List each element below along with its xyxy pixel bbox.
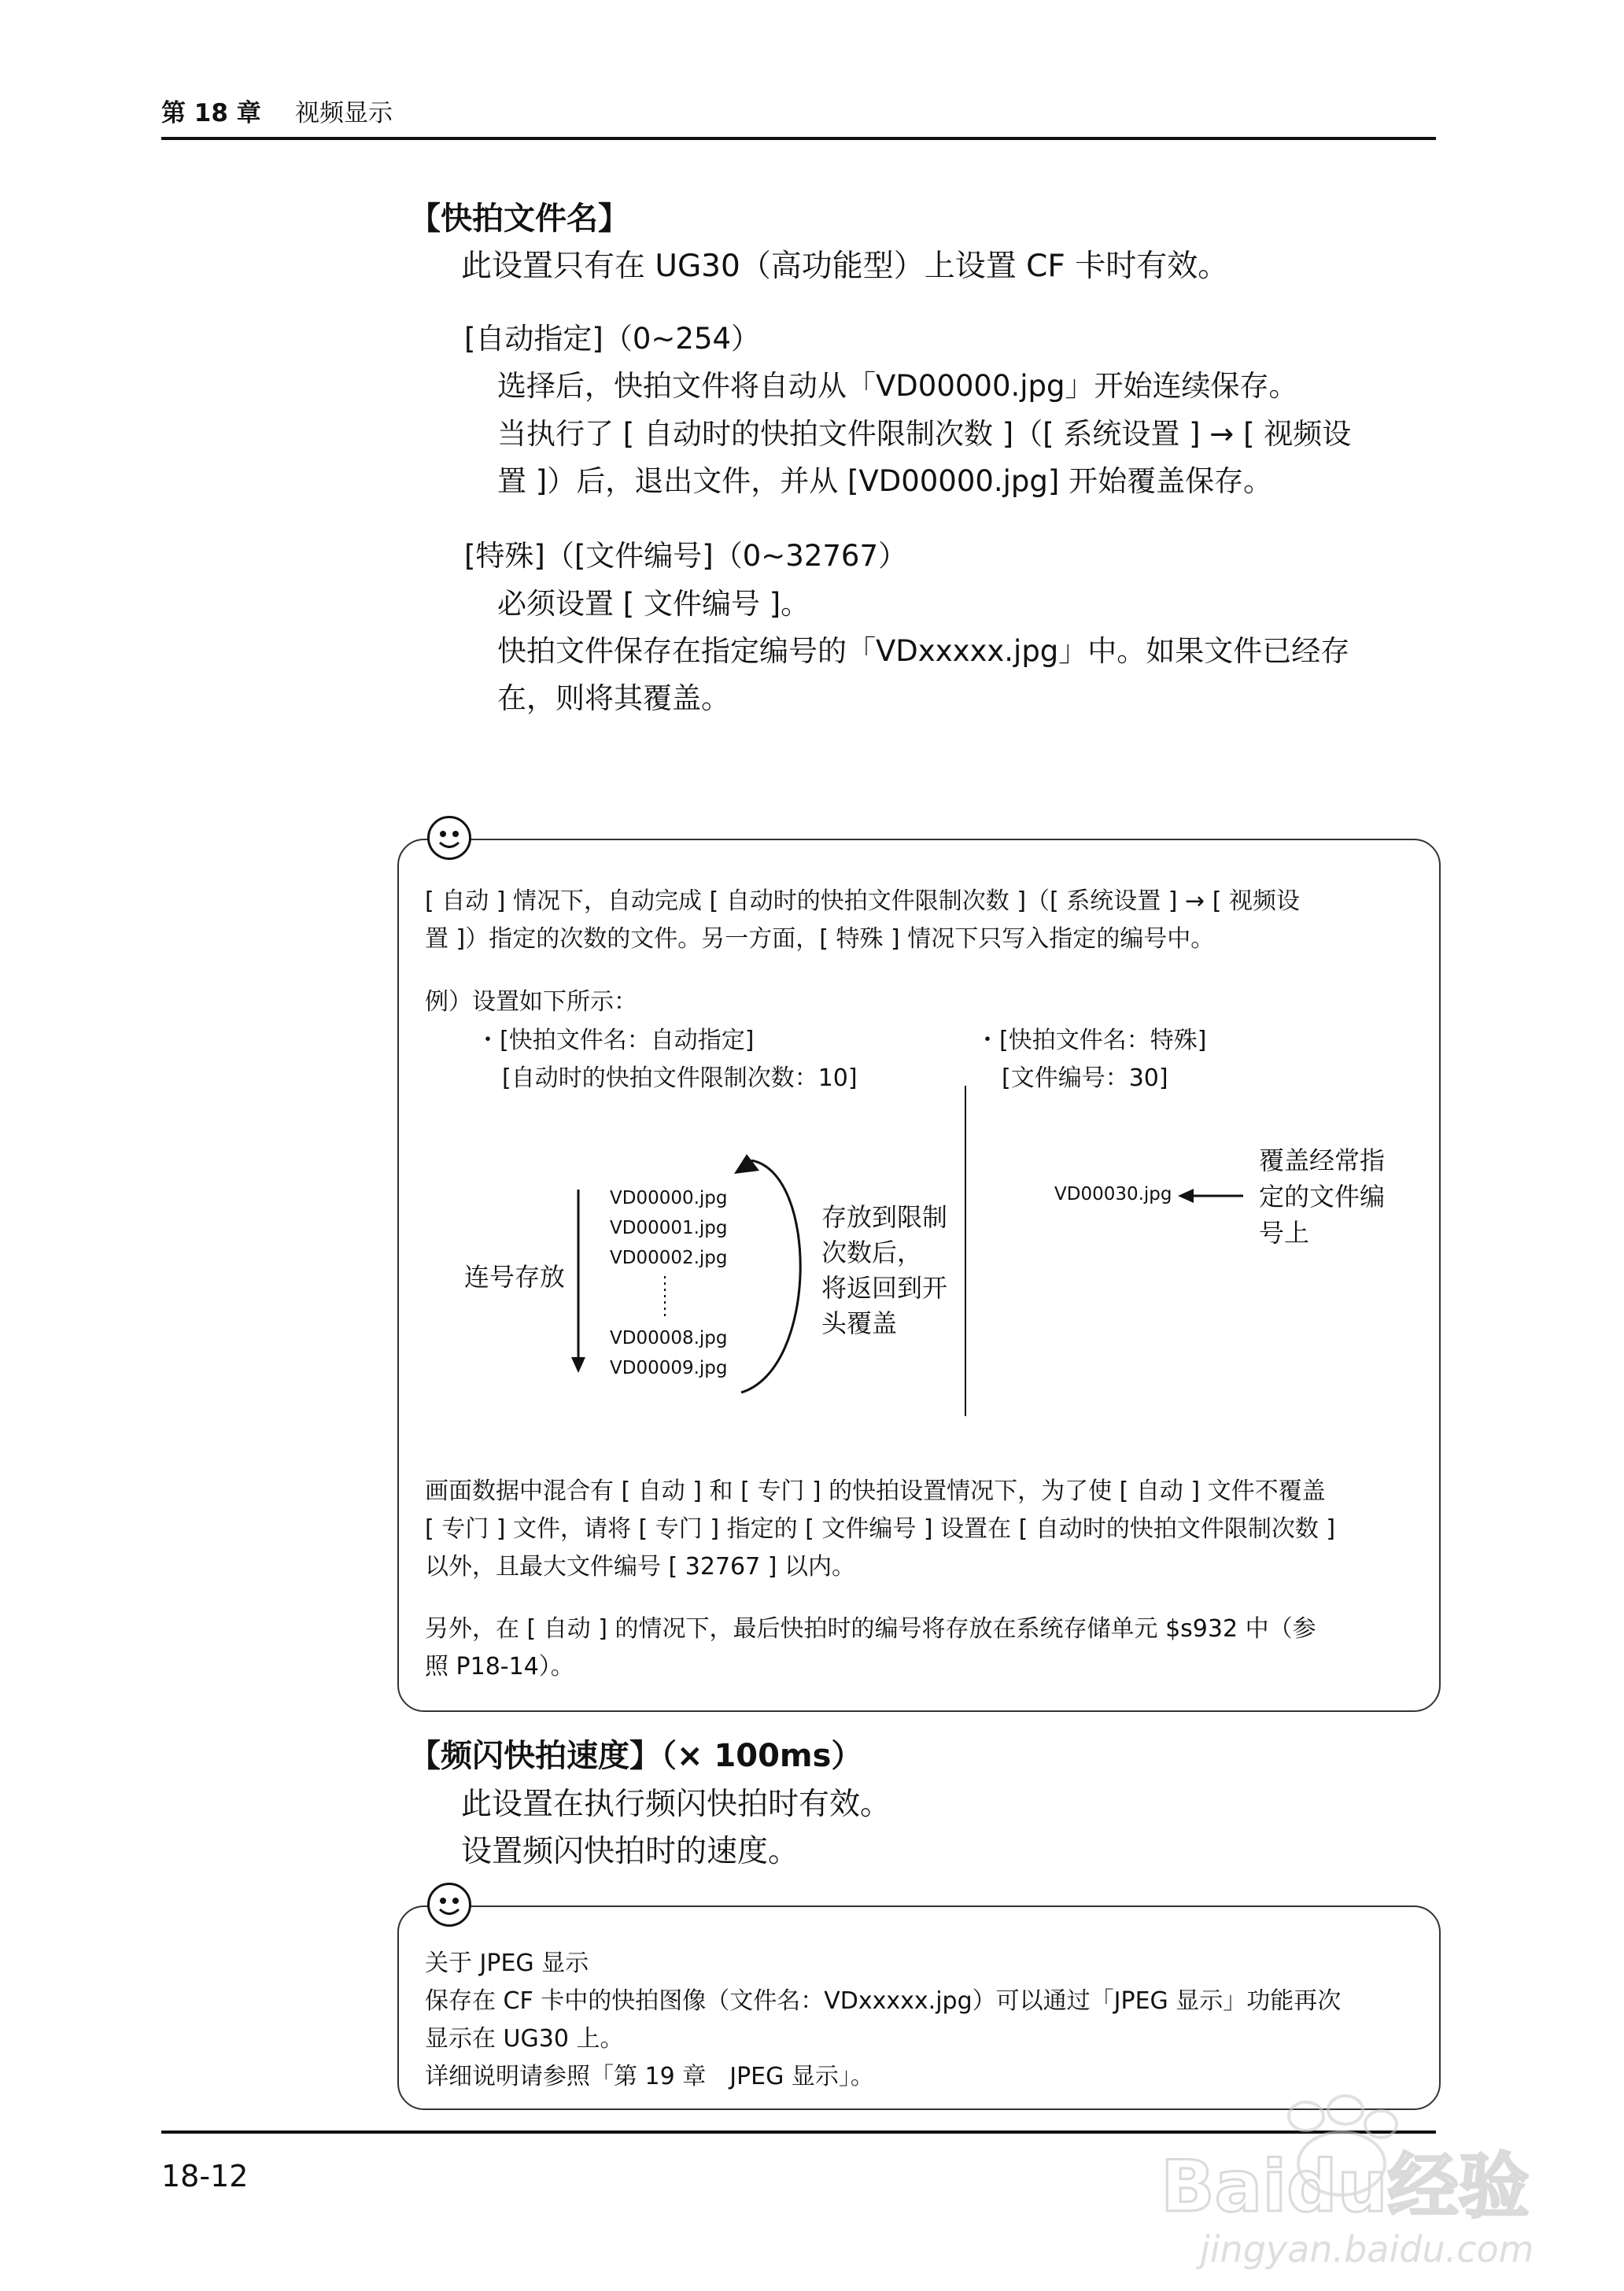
chapter-title: 视频显示: [295, 99, 393, 127]
auto-option-label: [自动指定]（0~254）: [464, 322, 761, 356]
smiley-icon: [427, 816, 471, 860]
strobe-text-2: 设置频闪快拍时的速度。: [461, 1834, 799, 1869]
note1-right-setting-2: [文件编号：30]: [1002, 1064, 1168, 1092]
auto-option-text-1: 选择后，快拍文件将自动从「VD00000.jpg」开始连续保存。: [497, 369, 1298, 403]
note2-line-1: 关于 JPEG 显示: [425, 1950, 589, 1977]
special-option-text-2: 快拍文件保存在指定编号的「VDxxxxx.jpg」中。如果文件已经存: [497, 634, 1350, 668]
strobe-unit: （× 100ms）: [661, 1738, 863, 1774]
note1-mixed-1: 画面数据中混合有 [ 自动 ] 和 [ 专门 ] 的快拍设置情况下，为了使 [ 自动 ] 文件不覆盖: [425, 1478, 1326, 1505]
smiley-icon: [427, 1883, 471, 1927]
return-label-line: 头覆盖: [821, 1308, 898, 1338]
file-name-item: VD00000.jpg: [610, 1188, 728, 1208]
strobe-text-1: 此设置在执行频闪快拍时有效。: [461, 1787, 891, 1822]
special-option-label: [特殊]（[文件编号]（0~32767）: [464, 539, 907, 573]
note1-left-setting-2: [自动时的快拍文件限制次数：10]: [502, 1064, 858, 1092]
auto-option-text-2: 当执行了 [ 自动时的快拍文件限制次数 ]（[ 系统设置 ] → [ 视频设: [497, 417, 1352, 451]
section-description: 此设置只有在 UG30（高功能型）上设置 CF 卡时有效。: [461, 249, 1229, 284]
sequential-save-label: 连号存放: [464, 1262, 566, 1292]
note1-intro-2: 置 ]）指定的次数的文件。另一方面，[ 特殊 ] 情况下只写入指定的编号中。: [425, 925, 1215, 953]
return-arrow-head: [734, 1154, 759, 1174]
overwrite-label-line: 覆盖经常指: [1259, 1146, 1386, 1175]
watermark-url: jingyan.baidu.com: [1200, 2228, 1534, 2271]
note1-mixed-2: [ 专门 ] 文件，请将 [ 专门 ] 指定的 [ 文件编号 ] 设置在 [ 自动时的快拍文件限制次数 ]: [425, 1515, 1336, 1543]
auto-option-text-3: 置 ]）后，退出文件，并从 [VD00000.jpg] 开始覆盖保存。: [497, 464, 1273, 498]
return-label-line: 将返回到开: [821, 1273, 948, 1303]
page-number: 18-12: [161, 2159, 249, 2193]
note1-mixed-3: 以外，且最大文件编号 [ 32767 ] 以内。: [425, 1553, 855, 1581]
note2-line-2: 保存在 CF 卡中的快拍图像（文件名：VDxxxxx.jpg）可以通过「JPEG 显示」功能再次: [425, 1987, 1342, 2015]
paw-toe: [1365, 2111, 1397, 2138]
paw-toe: [1289, 2102, 1323, 2131]
special-file-name: VD00030.jpg: [1054, 1184, 1172, 1205]
overwrite-label-line: 号上: [1259, 1218, 1310, 1248]
file-name-item: VD00009.jpg: [610, 1358, 728, 1378]
special-option-text-1: 必须设置 [ 文件编号 ]。: [497, 587, 810, 621]
note1-extra-2: 照 P18-14）。: [425, 1653, 574, 1680]
file-name-item: VD00001.jpg: [610, 1218, 728, 1238]
note2-line-3: 显示在 UG30 上。: [425, 2025, 624, 2053]
section-title-snapshot-file-name: 【快拍文件名】: [409, 201, 629, 237]
section-title-strobe-speed: [409, 1731, 862, 1776]
return-label-line: 存放到限制: [821, 1202, 948, 1232]
note1-left-setting-1: ・[快拍文件名：自动指定]: [476, 1027, 755, 1054]
paw-toe: [1328, 2096, 1363, 2124]
overwrite-label-line: 定的文件编: [1259, 1182, 1386, 1212]
file-name-item: VD00002.jpg: [610, 1248, 728, 1268]
note2-line-4: 详细说明请参照「第 19 章 JPEG 显示」。: [425, 2063, 874, 2090]
watermark-brand: Baidu经验: [1161, 2145, 1530, 2228]
baidu-watermark: [1157, 2093, 1566, 2274]
note1-intro-1: [ 自动 ] 情况下，自动完成 [ 自动时的快拍文件限制次数 ]（[ 系统设置 ] → [ 视频设: [425, 887, 1300, 915]
return-curve: [741, 1160, 800, 1393]
note1-right-setting-1: ・[快拍文件名：特殊]: [976, 1027, 1207, 1054]
strobe-title: 【频闪快拍速度】: [409, 1738, 661, 1774]
note1-extra-1: 另外，在 [ 自动 ] 的情况下，最后快拍时的编号将存放在系统存储单元 $s932 中（参: [425, 1615, 1316, 1643]
return-label-line: 次数后，: [821, 1238, 923, 1267]
sequential-arrow-head: [571, 1357, 585, 1373]
header-rule: [161, 137, 1436, 140]
special-option-text-3: 在，则将其覆盖。: [497, 681, 730, 715]
note1-example-label: 例）设置如下所示：: [425, 988, 637, 1016]
overwrite-arrow-head: [1178, 1189, 1194, 1203]
file-name-item: VD00008.jpg: [610, 1328, 728, 1348]
chapter-number: 第 18 章: [161, 99, 261, 127]
